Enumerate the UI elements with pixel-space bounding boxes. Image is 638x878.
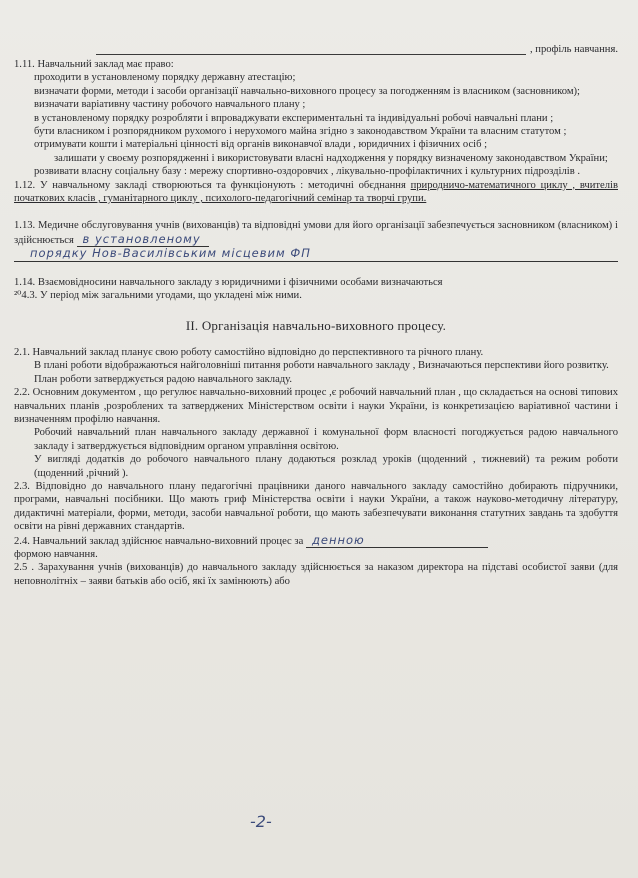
s2-4-tail: формою навчання.: [14, 549, 98, 560]
s2-1-p3: План роботи затверджується радою навчального закладу.: [34, 373, 293, 385]
s2-4-handwritten: денною: [306, 534, 488, 548]
s1-11-title: 1.11. Навчальний заклад має право:: [14, 59, 174, 70]
section-2-heading: ІІ. Організація навчально-виховного процесу.: [185, 317, 447, 333]
profile-suffix: , профіль навчання.: [530, 44, 618, 55]
s2-2-p3: У вигляді додатків до робочого навчального плану додаються розклад уроків (щоденний , тижневий) та режим роботи (щоденний ,річний ).: [34, 454, 618, 479]
spacer: [14, 205, 618, 219]
s1-14-text-2: ²⁰4.3. У період між загальними угодами, що укладені між ними.: [14, 290, 302, 302]
s2-1-p1: 2.1. Навчальний заклад планує свою роботу самостійно відповідно до перспективного та річного плану.: [14, 346, 484, 358]
page-number: -2-: [250, 812, 272, 831]
s2-2-p1: 2.2. Основним документом , що регулює навчально-виховний процес ,є робочий навчальний план , що складається на основі типових навчальних планів ,розроблених та затверджених Міністерством освіти і науки України, із конкретизацією варіативної частини і визначенням профілю навчання.: [14, 387, 618, 425]
s1-14-text-1: 1.14. Взаємовідносини навчального закладу з юридичними і фізичними особами визначаються: [14, 276, 443, 288]
s1-11-item-4: в установленому порядку розробляти і впроваджувати експериментальні та індивідуальні робочі навчальні плани ;: [34, 112, 554, 124]
s1-13-handwritten-2: порядку Нов-Василівським місцевим ФП: [14, 247, 618, 261]
s1-12-underlined: природничо-математичного циклу , вчителів початкових класів , гуманітарного циклу , психолого-педагогічний семінар та творчі групи.: [14, 179, 618, 205]
s1-13-paragraph: [14, 219, 618, 247]
s2-2-p2: Робочий навчальний план навчального закладу державної і комунальної форм власності погоджується радою навчального закладу і затверджується відповідним органом управління освітою.: [34, 427, 618, 452]
s1-13-handwritten-1: в установленому: [77, 233, 209, 247]
s1-11-item-6: отримувати кошти і матеріальні цінності від органів виконавчої влади , юридичних і фізичних осіб ;: [34, 139, 488, 151]
top-form-line: [14, 44, 618, 58]
s1-11-item-1: проходити в установленому порядку державну атестацію;: [34, 72, 296, 84]
s1-11-item-3: визначати варіативну частину робочого навчального плану ;: [34, 99, 306, 111]
s2-4-paragraph: [14, 534, 618, 548]
s1-12-lead: 1.12. У навчальному закладі створюються та функціонують : методичні обєднання: [14, 179, 411, 191]
s1-11-item-8: розвивати власну соціальну базу : мережу спортивно-оздоровчих , лікувально-профілактичних і культурних підрозділів .: [34, 166, 581, 178]
s1-13-text: 1.13. Медичне обслуговування учнів (вихованців) та відповідні умови для його організації забезпечується засновником (власником) і здійснюється: [14, 220, 618, 246]
s2-4-lead: 2.4. Навчальний заклад здійснює навчально-виховний процес за: [14, 535, 304, 547]
blank-underline: [96, 44, 526, 55]
s2-1-p2: В плані роботи відображаються найголовніші питання роботи навчального закладу , Визначаються перспективи його розвитку.: [34, 360, 609, 372]
s2-3-text: 2.3. Відповідно до навчального плану педагогічні працівники даного навчального закладу самостійно добирають підручники, програми, навчальні посібники. Що мають гриф Міністерства освіти і науки України, а також науково-методичну літературу, дидактичні матеріали, форми, методи, засоби навчальної роботи, що мають забезпечувати виконання статутних завдань та здобуття освіти на рівні державних стандартів.: [14, 480, 618, 533]
document-body: [14, 58, 618, 588]
s1-11-item-5: бути власником і розпорядником рухомого і нерухомого майна згідно з законодавством України та власним статутом ;: [34, 126, 567, 138]
spacer: [14, 262, 618, 276]
s1-11-item-2: визначати форми, методи і засоби організації навчально-виховного процесу за погодженням із власником (засновником);: [34, 85, 580, 97]
s1-12-paragraph: [14, 179, 618, 206]
s2-5-text: 2.5 . Зарахування учнів (вихованців) до навчального закладу здійснюється за наказом директора на підставі особистої заяви (для неповнолітніх – заяви батьків або осіб, які їх замінюють) або: [14, 562, 618, 587]
s1-11-item-7: залишати у своєму розпорядженні і використовувати власні надходження у порядку визначеному законодавством України;: [54, 152, 608, 164]
